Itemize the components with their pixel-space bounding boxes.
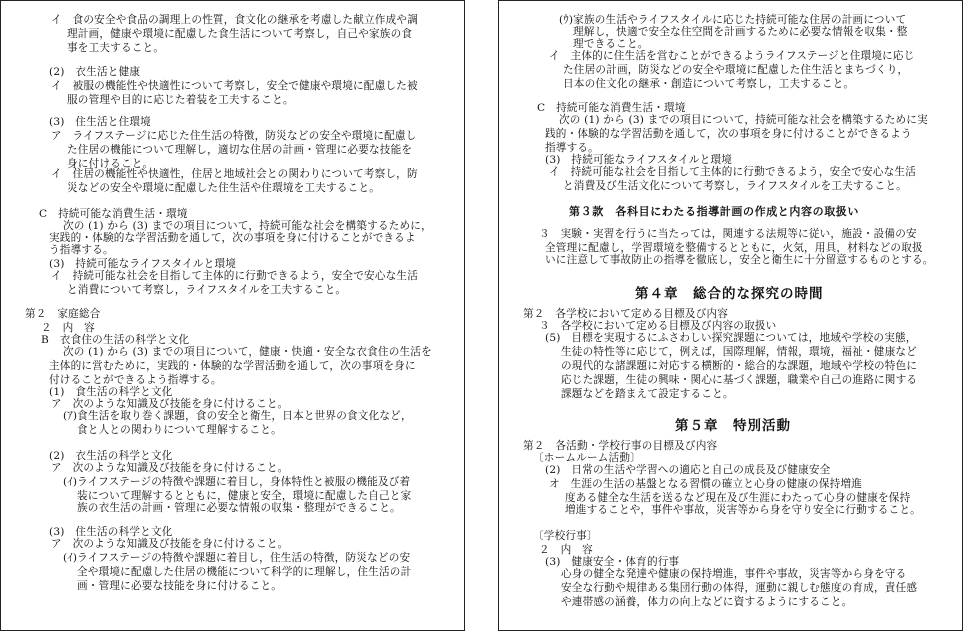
left-page-text-line: ア 次のような知識及び技能を身に付けること。 <box>51 462 289 474</box>
right-page-text-line: いに注意して事故防止の指導を徹底し，安全と衛生に十分留意するものとする。 <box>545 254 934 266</box>
left-page-text-line: (2) 衣生活の科学と文化 <box>49 450 173 462</box>
right-page-text-line: 日本の住文化の継承・創造について考察し，工夫すること。 <box>563 78 855 90</box>
right-page-text-line: ３ 実験・実習を行うに当たっては，関連する法規等に従い，施設・設備の安 <box>539 228 917 240</box>
right-page-text-line: (3) 持続可能なライフスタイルと環境 <box>545 154 733 166</box>
left-page-text-line: (3) 持続可能なライフスタイルと環境 <box>49 258 237 270</box>
right-page-text-line: (3) 健康安全・体育的行事 <box>545 556 680 568</box>
left-page-text-line: (2) 衣生活と健康 <box>49 66 141 78</box>
right-page-text-line: 第３款 各科目にわたる指導計画の作成と内容の取扱い <box>569 205 859 218</box>
right-page-text-line: 心身の健全な発達や健康の保持増進，事件や事故，災害等から身を守る <box>561 568 907 580</box>
right-page-text-line: 増進することや，事件や事故，災害等から身を守り安全に行動すること。 <box>565 504 921 516</box>
left-page-text-line: (ｲ)ライフステージの特徴や課題に着目し，身体特性と被服の機能及び着 <box>63 476 411 488</box>
right-page-text-line: オ 生涯の生活の基盤となる習慣の確立と心身の健康の保持増進 <box>549 478 863 490</box>
right-page-text-line: 次の (1) から (3) までの項目について，持続可能な社会を構築するために実 <box>559 114 928 126</box>
right-page-text-line: (5) 目標を実現するにふさわしい探究課題については，地域や学校の実態， <box>545 332 917 344</box>
right-page-text-line: 生徒の特性等に応じて，例えば，国際理解，情報，環境，福祉・健康など <box>561 346 917 358</box>
left-page-text-line: C 持続可能な消費生活・環境 <box>39 208 188 220</box>
right-page-text-line: と消費及び生活文化について考察し，ライフスタイルを工夫すること。 <box>563 180 907 192</box>
left-page-text-line: B 衣食住の生活の科学と文化 <box>41 334 190 346</box>
left-page <box>0 0 465 631</box>
left-page-text-line: 事を工夫すること。 <box>67 42 165 54</box>
right-page-text-line: 第２ 各活動・学校行事の目標及び内容 <box>523 440 718 452</box>
right-page-text-line: 第２ 各学校において定める目標及び内容 <box>523 308 729 320</box>
left-page-text-line: た住居の機能について理解し，適切な住居の計画・管理に必要な技能を <box>67 144 413 156</box>
right-page-text-line: 度ある健全な生活を送るなど現在及び生涯にわたって心身の健康を保持 <box>565 492 911 504</box>
left-page-text-line: 服の管理や目的に応じた着装を工夫すること。 <box>67 94 294 106</box>
right-page-text-line: 応じた課題，生徒の興味・関心に基づく課題，職業や自己の進路に関する <box>561 374 918 386</box>
right-page-text-line: 課題などを踏まえて設定すること。 <box>561 388 734 400</box>
right-page-text-line: ３ 各学校において定める目標及び内容の取扱い <box>539 320 777 332</box>
left-page-text-line: イ 持続可能な社会を目指して主体的に行動できるよう，安全で安心な生活 <box>51 270 418 282</box>
left-page-text-line: ２ 内 容 <box>41 322 95 334</box>
right-page-text-line: (ｳ)家族の生活やライフスタイルに応じた持続可能な住居の計画について <box>559 14 907 26</box>
right-page-text-line: 践的・体験的な学習活動を通して，次の事項を身に付けることができるよう <box>545 128 912 140</box>
left-page-text-line: 族の衣生活の計画・管理に必要な情報の収集・整理ができること。 <box>77 502 401 514</box>
right-page-text-line: 第４章 総合的な探究の時間 <box>635 286 824 302</box>
right-page-text-line: 〔ホームルーム活動〕 <box>533 452 641 464</box>
right-page-text-line: イ 持続可能な社会を目指して主体的に行動できるよう，安全で安心な生活 <box>549 166 916 178</box>
right-page <box>498 0 963 631</box>
right-page-text-line: や連帯感の涵養，体力の向上などに資するようにすること。 <box>561 596 853 608</box>
left-page-text-line: 実践的・体験的な学習活動を通して，次の事項を身に付けることができるよ <box>49 232 416 244</box>
left-page-text-line: ア 次のような知識及び技能を身に付けること。 <box>51 398 289 410</box>
left-page-text-line: 画・管理に必要な技能を身に付けること。 <box>77 580 283 592</box>
left-page-text-line: う指導する。 <box>49 244 114 256</box>
right-page-text-line: 安全な行動や規律ある集団行動の体得，運動に親しむ態度の育成，責任感 <box>561 582 918 594</box>
left-page-text-line: と消費について考察し，ライフスタイルを工夫すること。 <box>67 284 347 296</box>
left-page-text-line: イ 住居の機能性や快適性，住居と地域社会との関わりについて考察し，防 <box>51 168 418 180</box>
left-page-text-line: (3) 住生活の科学と文化 <box>49 526 173 538</box>
left-page-text-line: 災などの安全や環境に配慮した住生活や住環境を工夫すること。 <box>67 182 381 194</box>
right-page-text-line: 〔学校行事〕 <box>533 530 598 542</box>
right-page-text-line: の現代的な諸課題に対応する横断的・総合的な課題，地域や学校の特色に <box>561 360 918 372</box>
left-page-text-line: 食と人との関わりについて理解すること。 <box>77 424 282 436</box>
left-page-text-line: 主体的に営むために，実践的・体験的な学習活動を通して，次の事項を身に <box>49 360 416 372</box>
right-page-text-line: 指導する。 <box>545 142 599 154</box>
left-page-text-line: イ 食の安全や食品の調理上の性質，食文化の継承を考慮した献立作成や調 <box>51 14 418 26</box>
left-page-text-line: 次の (1) から (3) までの項目について，健康・快適・安全な衣食住の生活を <box>63 346 432 358</box>
right-page-text-line: (2) 日常の生活や学習への適応と自己の成長及び健康安全 <box>545 464 831 476</box>
right-page-text-line: た住居の計画，防災などの安全や環境に配慮した住生活とまちづくり， <box>563 64 909 76</box>
left-page-text-line: 全や環境に配慮した住居の機能について科学的に理解し，住生活の計 <box>77 566 412 578</box>
left-page-text-line: ア ライフステージに応じた住生活の特徴，防災などの安全や環境に配慮し <box>51 130 417 142</box>
left-page-text-line: 理計画，健康や環境に配慮した食生活について考察し，自己や家族の食 <box>67 28 413 40</box>
left-page-text-line: 装について理解するとともに，健康と安全，環境に配慮した自己と家 <box>77 490 412 502</box>
right-page-text-line: 第５章 特別活動 <box>675 418 791 434</box>
left-page-text-line: (1) 食生活の科学と文化 <box>49 386 173 398</box>
left-page-text-line: (ｲ)ライフステージの特徴や課題に着目し，住生活の特徴，防災などの安 <box>63 552 411 564</box>
left-page-text-line: 次の (1) から (3) までの項目について，持続可能な社会を構築するために， <box>63 220 432 232</box>
left-page-text-line: 付けることができるよう指導する。 <box>49 374 222 386</box>
left-page-text-line: (ｱ)食生活を取り巻く課題，食の安全と衛生，日本と世界の食文化など， <box>63 410 412 422</box>
right-page-text-line: イ 主体的に住生活を営むことができるようライフステージと住環境に応じ <box>549 50 915 62</box>
right-page-text-line: 全管理に配慮し，学習環境を整備するとともに，火気，用具，材料などの取扱 <box>545 242 923 254</box>
right-page-text-line: 理解し，快適で安全な住空間を計画するために必要な情報を収集・整 <box>573 26 908 38</box>
left-page-text-line: 身に付けること。 <box>67 158 154 170</box>
left-page-text-line: (3) 住生活と住環境 <box>49 116 151 128</box>
left-page-text-line: ア 次のような知識及び技能を身に付けること。 <box>51 538 289 550</box>
left-page-text-line: 第２ 家庭総合 <box>25 308 101 320</box>
right-page-text-line: 理できること。 <box>573 38 649 50</box>
right-page-text-line: ２ 内 容 <box>539 544 593 556</box>
right-page-text-line: C 持続可能な消費生活・環境 <box>537 102 686 114</box>
left-page-text-line: イ 被服の機能性や快適性について考察し，安全で健康や環境に配慮した被 <box>51 80 418 92</box>
